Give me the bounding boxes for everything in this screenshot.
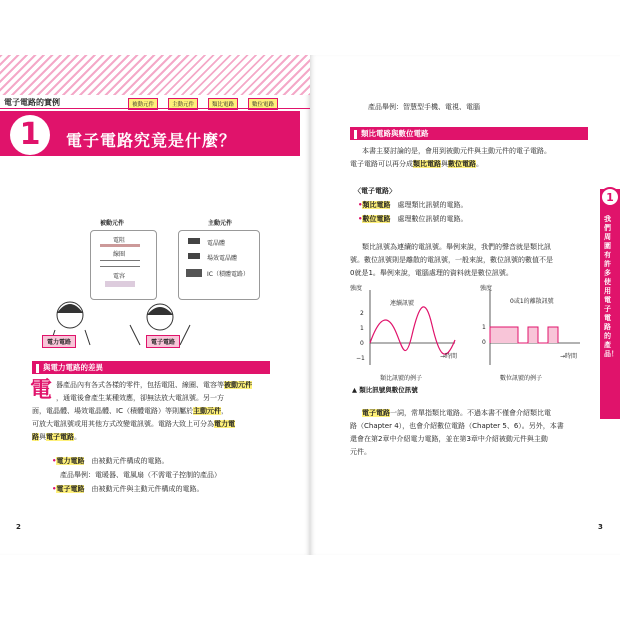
group-label: 〈電子電路〉 (354, 187, 396, 195)
digital-tick-1: 1 (482, 324, 486, 331)
header-label: 電子電路的實例 (4, 98, 60, 107)
digital-time-label: →時間 (560, 353, 578, 360)
bullet-digital: •數位電路 處理數位訊號的電路。 (358, 215, 468, 223)
active-item-ic: IC（積體電路） (207, 271, 249, 278)
section-title-left: 與電力電路的差異 (32, 361, 270, 374)
para-left-2: ，通電後會產生某種效應，卻無法放大電訊號。另一方 (56, 394, 224, 402)
bullet-analog: •類比電路 處理類比訊號的電路。 (358, 201, 468, 209)
fet-icon (188, 253, 200, 259)
header-rule (0, 108, 310, 109)
para-left-3: 面，電晶體、場效電晶體、IC（積體電路）等則屬於主動元件， (32, 407, 228, 415)
page-number-left: 2 (16, 523, 21, 531)
side-tab-text: 我們周圍有許多使用電子電路的產品！ (604, 215, 618, 358)
analog-tick-0: 0 (360, 340, 364, 347)
header-hatch (0, 55, 310, 95)
analog-tick-neg1: −1 (356, 355, 365, 362)
chapter-number: 1 (10, 115, 50, 155)
tag-analog: 類比電路 (208, 98, 238, 110)
drop-cap: 電 (30, 378, 53, 403)
side-tab-number: 1 (600, 187, 620, 207)
right-page (310, 55, 620, 555)
sign-power-circuit: 電力電路 (42, 335, 76, 348)
digital-ylabel: 強度 (480, 285, 493, 292)
resistor-icon (100, 244, 140, 247)
intro-line-1: 本書主要討論的是，會用到被動元件與主動元件的電子電路。 (362, 147, 551, 155)
left-page (0, 55, 310, 555)
para3-line-3: 還會在第2章中介紹電力電路，並在第3章中介紹被動元件與主動 (350, 435, 548, 443)
para-left-5: 路與電子電路。 (32, 433, 81, 441)
para3-line-4: 元件。 (350, 448, 371, 456)
sign-electronic-circuit: 電子電路 (146, 335, 180, 348)
para3-line-1: 電子電路一詞，常單指類比電路。不過本書不僅會介紹類比電 (362, 409, 551, 417)
example-line: 產品舉例：電暖器、電風扇（不需電子控制的產品） (60, 471, 221, 479)
analog-time-label: →時間 (440, 353, 458, 360)
example-top: 產品舉例：智慧型手機、電視、電腦 (368, 103, 480, 111)
digital-tick-0: 0 (482, 339, 486, 346)
analog-signal-label: 連續訊號 (390, 300, 415, 307)
para2-line-3: 0就是1。舉例來說，電腦處理的資料就是數位訊號。 (350, 269, 513, 277)
chapter-title: 電子電路究竟是什麼？ (66, 131, 237, 150)
passive-item-coil: 線圈 (113, 251, 126, 258)
digital-caption: 數位訊號的例子 (500, 375, 543, 382)
passive-item-capacitor: 電容 (113, 273, 126, 280)
section-title-right: 類比電路與數位電路 (350, 127, 588, 140)
bullet-power-circuit: •電力電路 由被動元件構成的電路。 (52, 457, 169, 465)
digital-signal-label: 0或1的離散訊號 (510, 298, 554, 305)
para-left-1: 器產品內有各式各樣的零件，包括電阻、線圈、電容等被動元件 (56, 381, 252, 389)
ic-icon (186, 269, 202, 277)
analog-tick-2: 2 (360, 310, 364, 317)
intro-line-2: 電子電路可以再分成類比電路與數位電路。 (350, 160, 483, 168)
active-item-transistor: 電晶體 (207, 240, 226, 247)
para2-line-1: 類比訊號為連續的電訊號。舉例來說，我們的聲音就是類比訊 (362, 243, 551, 251)
coil-icon (100, 260, 140, 267)
tag-passive: 被動元件 (128, 98, 158, 110)
passive-item-resistor: 電阻 (113, 237, 126, 244)
para3-line-2: 路（Chapter 4），也會介紹數位電路（Chapter 5、6）。另外，本書 (350, 422, 564, 430)
para-left-4: 可放大電訊號或用其他方式改變電訊號。電路大致上可分為電力電 (32, 420, 235, 428)
passive-title: 被動元件 (100, 220, 125, 227)
page-number-right: 3 (598, 523, 603, 531)
analog-tick-1: 1 (360, 325, 364, 332)
transistor-icon (188, 238, 200, 244)
analog-ylabel: 強度 (350, 285, 363, 292)
para2-line-2: 號。數位訊號則是離散的電訊號，一般來說，數位訊號的數值不是 (350, 256, 553, 264)
tag-digital: 數位電路 (248, 98, 278, 110)
analog-caption: 類比訊號的例子 (380, 375, 423, 382)
figure-caption: ▲ 類比訊號與數位訊號 (352, 386, 418, 394)
active-item-fet: 場效電晶體 (207, 255, 238, 262)
active-title: 主動元件 (208, 220, 233, 227)
tag-active: 主動元件 (168, 98, 198, 110)
bullet-electronic-circuit: •電子電路 由被動元件與主動元件構成的電路。 (52, 485, 204, 493)
